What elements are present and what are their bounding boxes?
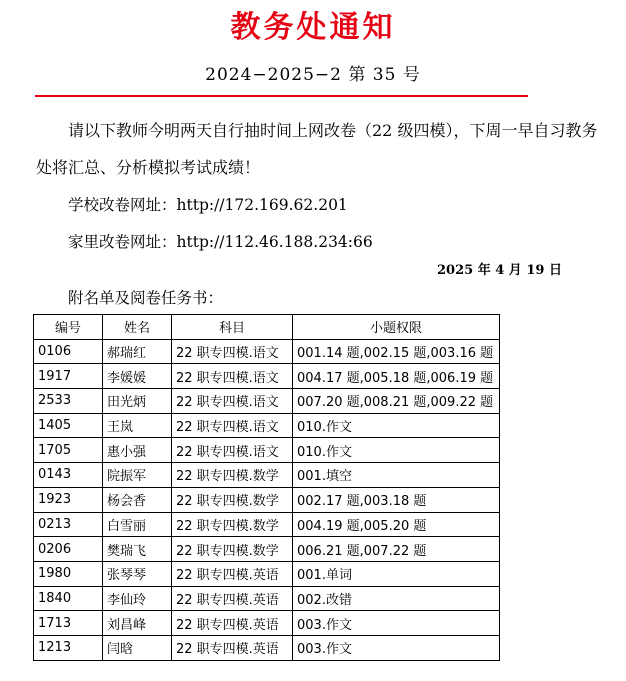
table-row [34,413,500,438]
header-number: 编号 [34,315,103,340]
cell-name: 刘昌峰 [103,611,172,636]
attachment-label: 附名单及阅卷任务书： [68,289,224,307]
cell-permissions: 002.17 题,003.18 题 [293,487,500,512]
cell-number: 0143 [34,463,103,488]
cell-name: 李媛媛 [103,364,172,389]
cell-number: 1917 [34,364,103,389]
cell-permissions: 002.改错 [293,586,500,611]
cell-subject: 22 职专四模.语文 [172,389,293,414]
cell-subject: 22 职专四模.数学 [172,537,293,562]
table-row [34,463,500,488]
cell-subject: 22 职专四模.数学 [172,512,293,537]
table-row [34,611,500,636]
table-header-row [34,315,500,340]
document-number: 2024−2025−2 第 35 号 [205,65,421,85]
cell-permissions: 007.20 题,008.21 题,009.22 题 [293,389,500,414]
cell-permissions: 003.作文 [293,635,500,660]
cell-permissions: 004.17 题,005.18 题,006.19 题 [293,364,500,389]
cell-number: 1405 [34,413,103,438]
table-row [34,635,500,660]
cell-subject: 22 职专四模.数学 [172,487,293,512]
notice-title: 教务处通知 [230,10,396,45]
school-url-line: 学校改卷网址：http://172.169.62.201 [68,196,348,214]
cell-name: 院振军 [103,463,172,488]
cell-subject: 22 职专四模.英语 [172,586,293,611]
cell-name: 闫晗 [103,635,172,660]
table-row [34,512,500,537]
table-row [34,487,500,512]
cell-number: 0106 [34,339,103,364]
cell-permissions: 001.14 题,002.15 题,003.16 题 [293,339,500,364]
header-subject: 科目 [172,315,293,340]
cell-permissions: 003.作文 [293,611,500,636]
notice-date: 2025 年 4 月 19 日 [437,263,562,278]
cell-permissions: 006.21 题,007.22 题 [293,537,500,562]
table-row [34,537,500,562]
cell-name: 张琴琴 [103,561,172,586]
table-row [34,389,500,414]
cell-permissions: 010.作文 [293,413,500,438]
task-table [33,314,500,661]
table-row [34,339,500,364]
cell-number: 1840 [34,586,103,611]
cell-subject: 22 职专四模.英语 [172,561,293,586]
cell-subject: 22 职专四模.语文 [172,413,293,438]
cell-number: 2533 [34,389,103,414]
header-permissions: 小题权限 [293,315,500,340]
cell-number: 1980 [34,561,103,586]
cell-number: 0213 [34,512,103,537]
cell-permissions: 010.作文 [293,438,500,463]
cell-subject: 22 职专四模.语文 [172,364,293,389]
cell-subject: 22 职专四模.语文 [172,339,293,364]
cell-number: 0206 [34,537,103,562]
cell-permissions: 004.19 题,005.20 题 [293,512,500,537]
table-row [34,561,500,586]
cell-permissions: 001.填空 [293,463,500,488]
cell-number: 1923 [34,487,103,512]
cell-subject: 22 职专四模.英语 [172,635,293,660]
cell-number: 1213 [34,635,103,660]
cell-name: 樊瑞飞 [103,537,172,562]
table-body [34,339,500,660]
cell-number: 1713 [34,611,103,636]
cell-name: 王岚 [103,413,172,438]
cell-name: 田光炳 [103,389,172,414]
header-name: 姓名 [103,315,172,340]
cell-name: 白雪丽 [103,512,172,537]
cell-subject: 22 职专四模.英语 [172,611,293,636]
table-row [34,364,500,389]
cell-subject: 22 职专四模.数学 [172,463,293,488]
notice-paragraph: 请以下教师今明两天自行抽时间上网改卷（22 级四模），下周一早自习教务处将汇总、分析模拟考试成绩！ [36,121,598,177]
cell-name: 郝瑞红 [103,339,172,364]
cell-number: 1705 [34,438,103,463]
cell-permissions: 001.单词 [293,561,500,586]
cell-name: 杨会香 [103,487,172,512]
table-row [34,586,500,611]
cell-subject: 22 职专四模.语文 [172,438,293,463]
table-row [34,438,500,463]
cell-name: 惠小强 [103,438,172,463]
cell-name: 李仙玲 [103,586,172,611]
red-divider [35,95,528,97]
home-url-line: 家里改卷网址：http://112.46.188.234:66 [68,233,373,251]
